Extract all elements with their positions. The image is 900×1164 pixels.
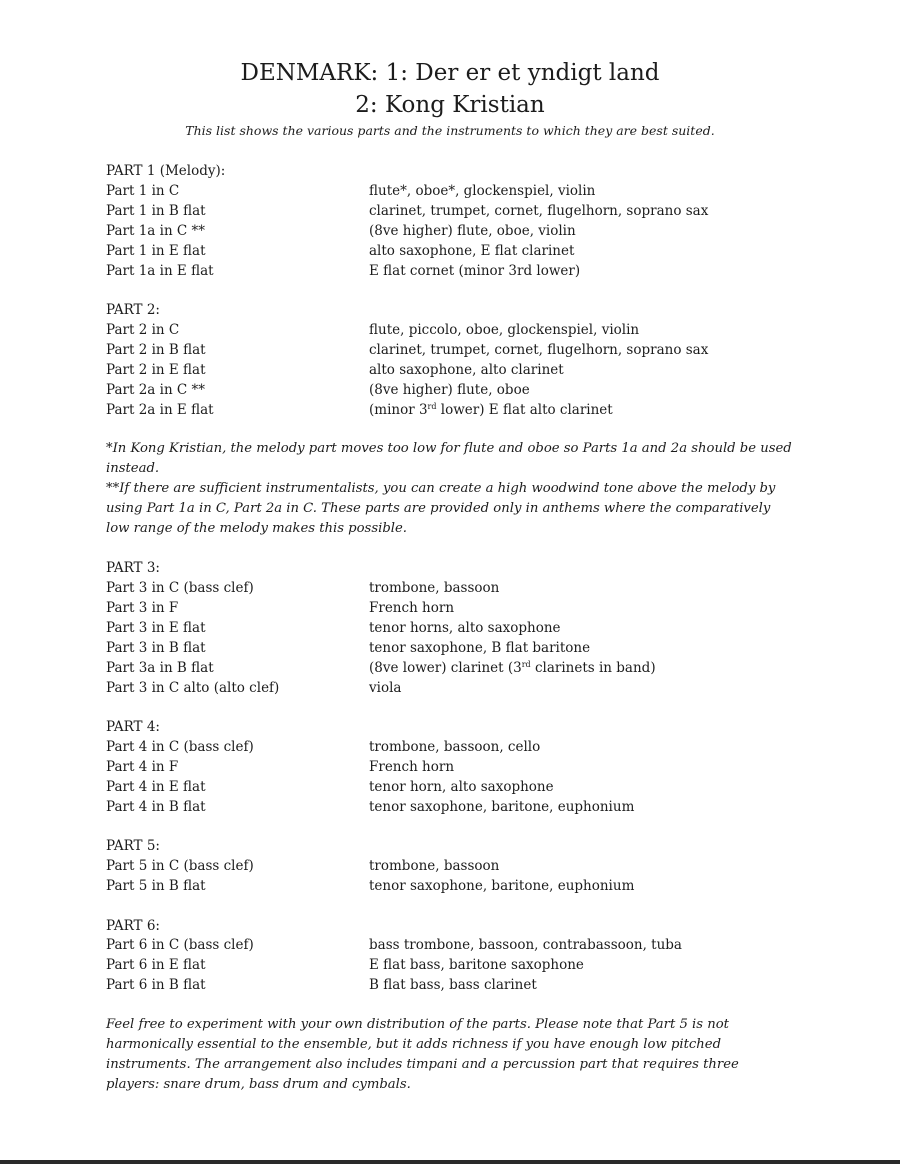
part-name: Part 1 in C bbox=[106, 183, 180, 199]
part-instruments: flute*, oboe*, glockenspiel, violin bbox=[369, 183, 596, 199]
part2-row bbox=[106, 380, 806, 400]
title-line-2: 2: Kong Kristian bbox=[355, 92, 545, 118]
part6-row bbox=[106, 935, 806, 955]
part-instruments: trombone, bassoon, cello bbox=[369, 739, 541, 755]
part-name: Part 4 in E flat bbox=[106, 779, 206, 795]
part-instruments: viola bbox=[369, 680, 402, 696]
part-instruments: tenor horn, alto saxophone bbox=[369, 779, 554, 795]
footnote-single-star: *In Kong Kristian, the melody part moves too low for flute and oboe so Parts 1a and 2a should be used instead. bbox=[106, 441, 792, 476]
ordinal-suffix: rd bbox=[521, 660, 531, 669]
footnote-double-star: **If there are sufficient instrumentalists, you can create a high woodwind tone above the melody by using Part 1a in C, Part 2a in C. These parts are provided only in anthems where the comparatively low range of the melody makes this possible. bbox=[106, 481, 776, 536]
part-instruments: tenor horns, alto saxophone bbox=[369, 620, 561, 636]
part2-row bbox=[106, 340, 806, 360]
part-instruments: alto saxophone, alto clarinet bbox=[369, 362, 564, 378]
part-instruments: trombone, bassoon bbox=[369, 858, 500, 874]
title-line-1: DENMARK: 1: Der er et yndigt land bbox=[240, 60, 660, 86]
part3-row bbox=[106, 658, 806, 678]
instruments-text: lower) E flat alto clarinet bbox=[436, 402, 613, 418]
part2-row bbox=[106, 360, 806, 380]
part-instruments: E flat bass, baritone saxophone bbox=[369, 957, 584, 973]
part2-heading: PART 2: bbox=[106, 302, 160, 318]
part-instruments: flute, piccolo, oboe, glockenspiel, violin bbox=[369, 322, 640, 338]
part2-row bbox=[106, 400, 806, 420]
part-name: Part 1a in E flat bbox=[106, 263, 214, 279]
part2-row bbox=[106, 320, 806, 340]
part3-row bbox=[106, 598, 806, 618]
part4-row bbox=[106, 737, 806, 757]
part3-row bbox=[106, 678, 806, 698]
instruments-text: clarinets in band) bbox=[530, 660, 656, 676]
part-instruments: E flat cornet (minor 3rd lower) bbox=[369, 263, 581, 279]
part-name: Part 4 in C (bass clef) bbox=[106, 739, 254, 755]
part-instruments: B flat bass, bass clarinet bbox=[369, 977, 537, 993]
part-name: Part 6 in C (bass clef) bbox=[106, 937, 254, 953]
part-instruments: tenor saxophone, B flat baritone bbox=[369, 640, 591, 656]
part1-heading: PART 1 (Melody): bbox=[106, 163, 226, 179]
part-name: Part 6 in E flat bbox=[106, 957, 206, 973]
part-name: Part 5 in C (bass clef) bbox=[106, 858, 254, 874]
part5-row bbox=[106, 876, 806, 896]
part-instruments: French horn bbox=[369, 600, 455, 616]
part4-heading: PART 4: bbox=[106, 719, 160, 735]
closing-paragraph: Feel free to experiment with your own distribution of the parts. Please note that Part 5 is not harmonically essential to the ensemble, but it adds richness if you have enough low pitched instruments. The arrangement also includes timpani and a percussion part that requires three players: snare drum, bass drum and cymbals. bbox=[106, 1017, 739, 1092]
part-name: Part 3 in C (bass clef) bbox=[106, 580, 254, 596]
subtitle: This list shows the various parts and the instruments to which they are best suited. bbox=[185, 123, 715, 138]
part4-row bbox=[106, 777, 806, 797]
part-name: Part 5 in B flat bbox=[106, 878, 206, 894]
instruments-text: (8ve lower) clarinet (3 bbox=[369, 660, 522, 676]
part-name: Part 4 in F bbox=[106, 759, 179, 775]
ordinal-suffix: rd bbox=[427, 402, 437, 411]
part-instruments: French horn bbox=[369, 759, 455, 775]
part6-row bbox=[106, 955, 806, 975]
part1-row bbox=[106, 221, 806, 241]
part1-row bbox=[106, 181, 806, 201]
part-name: Part 3 in F bbox=[106, 600, 179, 616]
part5-heading: PART 5: bbox=[106, 838, 160, 854]
part-instruments bbox=[369, 400, 613, 420]
part1-row bbox=[106, 241, 806, 261]
part-instruments: tenor saxophone, baritone, euphonium bbox=[369, 799, 635, 815]
part5-row bbox=[106, 856, 806, 876]
part-name: Part 2 in B flat bbox=[106, 342, 206, 358]
part-instruments: (8ve higher) flute, oboe, violin bbox=[369, 223, 576, 239]
part-instruments: tenor saxophone, baritone, euphonium bbox=[369, 878, 635, 894]
part4-row bbox=[106, 797, 806, 817]
part-name: Part 2a in E flat bbox=[106, 402, 214, 418]
part3-row bbox=[106, 638, 806, 658]
part-instruments bbox=[369, 658, 656, 678]
part-name: Part 1 in E flat bbox=[106, 243, 206, 259]
part-name: Part 2 in C bbox=[106, 322, 180, 338]
part-name: Part 1 in B flat bbox=[106, 203, 206, 219]
part-name: Part 2a in C ** bbox=[106, 382, 206, 398]
page-bottom-rule bbox=[0, 1160, 900, 1164]
part-name: Part 6 in B flat bbox=[106, 977, 206, 993]
part-instruments: bass trombone, bassoon, contrabassoon, tuba bbox=[369, 937, 682, 953]
part-name: Part 2 in E flat bbox=[106, 362, 206, 378]
part-name: Part 3a in B flat bbox=[106, 660, 214, 676]
part-name: Part 3 in C alto (alto clef) bbox=[106, 680, 280, 696]
part6-heading: PART 6: bbox=[106, 918, 160, 934]
part-instruments: trombone, bassoon bbox=[369, 580, 500, 596]
part4-row bbox=[106, 757, 806, 777]
part-instruments: clarinet, trumpet, cornet, flugelhorn, soprano sax bbox=[369, 342, 709, 358]
part-name: Part 3 in E flat bbox=[106, 620, 206, 636]
part3-row bbox=[106, 618, 806, 638]
part-instruments: clarinet, trumpet, cornet, flugelhorn, soprano sax bbox=[369, 203, 709, 219]
part-name: Part 3 in B flat bbox=[106, 640, 206, 656]
part3-heading: PART 3: bbox=[106, 560, 160, 576]
part-instruments: alto saxophone, E flat clarinet bbox=[369, 243, 575, 259]
part1-row bbox=[106, 201, 806, 221]
part6-row bbox=[106, 975, 806, 995]
part-name: Part 4 in B flat bbox=[106, 799, 206, 815]
part-name: Part 1a in C ** bbox=[106, 223, 206, 239]
part3-row bbox=[106, 578, 806, 598]
part-instruments: (8ve higher) flute, oboe bbox=[369, 382, 530, 398]
instruments-text: (minor 3 bbox=[369, 402, 428, 418]
part1-row bbox=[106, 261, 806, 281]
